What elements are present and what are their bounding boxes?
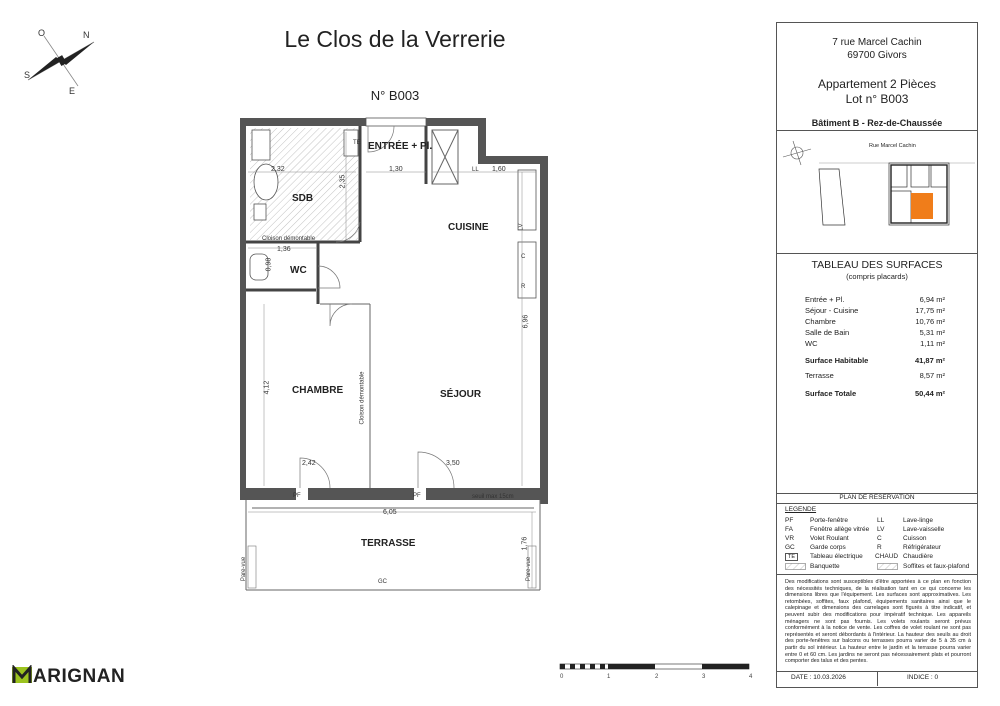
legend-text: Réfrigérateur	[903, 544, 941, 551]
lot-highlight	[911, 193, 933, 219]
plan-title: PLAN DE RESERVATION	[839, 494, 915, 501]
dim-350: 3,50	[446, 460, 460, 467]
legend-text: Fenêtre allège vitrée	[810, 526, 870, 533]
plan-date: DATE : 10.03.2026	[791, 674, 846, 681]
project-title: Le Clos de la Verrerie	[284, 26, 506, 52]
room-chambre: CHAMBRE	[292, 385, 344, 396]
dim-160: 1,60	[492, 166, 506, 173]
label-c: C	[521, 254, 526, 260]
label-gc: GC	[378, 579, 387, 585]
logo-text: ARIGNAN	[33, 666, 126, 687]
legend-text: Cuisson	[903, 535, 927, 542]
legend-code-te: TE	[785, 553, 798, 561]
surface-row-habitable: Surface Habitable 41,87 m²	[805, 356, 945, 365]
legend-code: R	[877, 544, 882, 551]
scale-tick-4: 4	[749, 674, 753, 680]
compass-n: N	[83, 30, 90, 40]
label-cloison-sdb: Cloison démontable	[262, 236, 316, 242]
surface-row: Terrasse 8,57 m²	[805, 371, 945, 380]
dim-242: 2,42	[302, 460, 316, 467]
room-cuisine: CUISINE	[448, 222, 489, 233]
legend-code: GC	[785, 544, 795, 551]
apt-type: Appartement 2 Pièces	[817, 77, 937, 91]
marignan-logo	[12, 665, 125, 688]
building-floor: Bâtiment B - Rez-de-Chaussée	[811, 118, 943, 128]
scale-tick-1: 1	[607, 674, 611, 680]
compass-e: E	[69, 86, 76, 96]
legend-code: VR	[785, 535, 795, 542]
compass-s: S	[24, 70, 31, 80]
label-seuil: seuil max 15cm	[472, 494, 514, 500]
plan-indice: INDICE : 0	[907, 674, 939, 681]
legend-text: Tableau électrique	[810, 553, 863, 560]
lot-number: N° B003	[370, 88, 420, 103]
label-parevue-right: Pare-vue	[526, 556, 533, 582]
legend-text: Banquette	[810, 563, 840, 570]
dim-232: 2,32	[271, 166, 285, 173]
label-cloison-chambre: Cloison démontable	[359, 371, 366, 425]
site-map	[779, 133, 975, 251]
surface-row: Séjour - Cuisine 17,75 m²	[805, 306, 945, 315]
surface-row-totale: Surface Totale 50,44 m²	[805, 389, 945, 398]
legend-code: LL	[877, 517, 885, 524]
compass-icon	[14, 22, 104, 102]
label-parevue-left: Pare-vue	[241, 556, 248, 582]
legend-code: LV	[877, 526, 885, 533]
floor-plan	[236, 112, 556, 597]
soffite-hatch-icon	[877, 563, 899, 571]
label-te: TE	[353, 140, 361, 146]
label-ll: LL	[472, 167, 479, 173]
surface-row: Chambre 10,76 m²	[805, 317, 945, 326]
room-wc: WC	[290, 265, 307, 276]
banquette-hatch-icon	[785, 563, 807, 571]
surface-row: Entrée + Pl. 6,94 m²	[805, 295, 945, 304]
legend-text: Chaudière	[903, 553, 933, 560]
legend-text: Porte-fenêtre	[810, 517, 848, 524]
label-pf-2: PF	[413, 493, 421, 499]
surfaces-title: TABLEAU DES SURFACES	[811, 259, 943, 271]
label-lv: LV	[518, 223, 525, 231]
dim-130: 1,30	[389, 166, 403, 173]
surface-row: Salle de Bain 5,31 m²	[805, 328, 945, 337]
dim-235: 2,35	[339, 174, 347, 189]
room-sdb: SDB	[292, 193, 314, 204]
apt-lot: Lot n° B003	[845, 92, 909, 106]
room-terrasse: TERRASSE	[361, 538, 416, 549]
legend-code: C	[877, 535, 882, 542]
legend-text: Volet Roulant	[810, 535, 849, 542]
dim-605: 6,05	[383, 509, 397, 516]
legend-text: Soffites et faux-plafond	[903, 563, 970, 570]
dim-412: 4,12	[263, 380, 271, 395]
dim-098: 0,98	[265, 257, 273, 272]
address-line1: 7 rue Marcel Cachin	[832, 37, 922, 48]
address-line2: 69700 Givors	[847, 50, 907, 61]
surfaces-subtitle: (compris placards)	[846, 272, 908, 281]
label-pf-1: PF	[293, 493, 301, 499]
marignan-logo-mark-icon	[12, 665, 32, 685]
dim-136: 1,36	[277, 246, 291, 253]
legend-text: Garde corps	[810, 544, 846, 551]
scale-tick-0: 0	[560, 674, 564, 680]
dim-696: 6,96	[522, 314, 530, 329]
map-street: Rue Marcel Cachin	[869, 143, 916, 149]
label-r: R	[521, 284, 526, 290]
legend-title: LEGENDE	[785, 506, 817, 513]
disclaimer: Des modifications sont susceptibles d'être apportées à ce plan en fonction des nécessités techniques, de la réalisation tant en ce qui concerne les dimensions libres que l'équipement. Les surfaces sont approximatives. Les retombées, soffites, faux plafond, équipements sanitaires ainsi que le calepinage et dimensions des carrelages sont figurés à titre indicatif, et peuvent subir des modifications pour impératif technique. Les appareils ménagers ne sont pas fournis. Les volets roulants seront prévus conformément à la notice de vente. Les coffres de volet roulant ne sont pas représentés et seront débordants à l'intérieur. La hauteur des seuils au droit des porte-fenêtres sur balcons ou terrasses pourra varier de 5 à 35 cm à partir du sol intérieur. La hauteur entre le jardin et la terrasse pourra varier entre 0 et 60 cm. Les jardins ne seront pas nécessairement plats et pourront comporter des talus et des pentes.	[785, 579, 971, 665]
dim-176: 1,76	[521, 536, 529, 551]
legend-text: Lave-vaisselle	[903, 526, 945, 533]
legend-code: PF	[785, 517, 794, 524]
scale-tick-2: 2	[655, 674, 659, 680]
legend-code: CHAUD	[875, 553, 899, 560]
scale-tick-3: 3	[702, 674, 706, 680]
legend-code: FA	[785, 526, 793, 533]
legend-text: Lave-linge	[903, 517, 933, 524]
compass-o: O	[38, 28, 46, 38]
room-sejour: SÉJOUR	[440, 389, 482, 400]
info-panel	[776, 22, 978, 688]
scale-bar	[556, 662, 766, 678]
surface-row: WC 1,11 m²	[805, 339, 945, 348]
room-entree: ENTRÉE + Pl.	[368, 141, 433, 152]
